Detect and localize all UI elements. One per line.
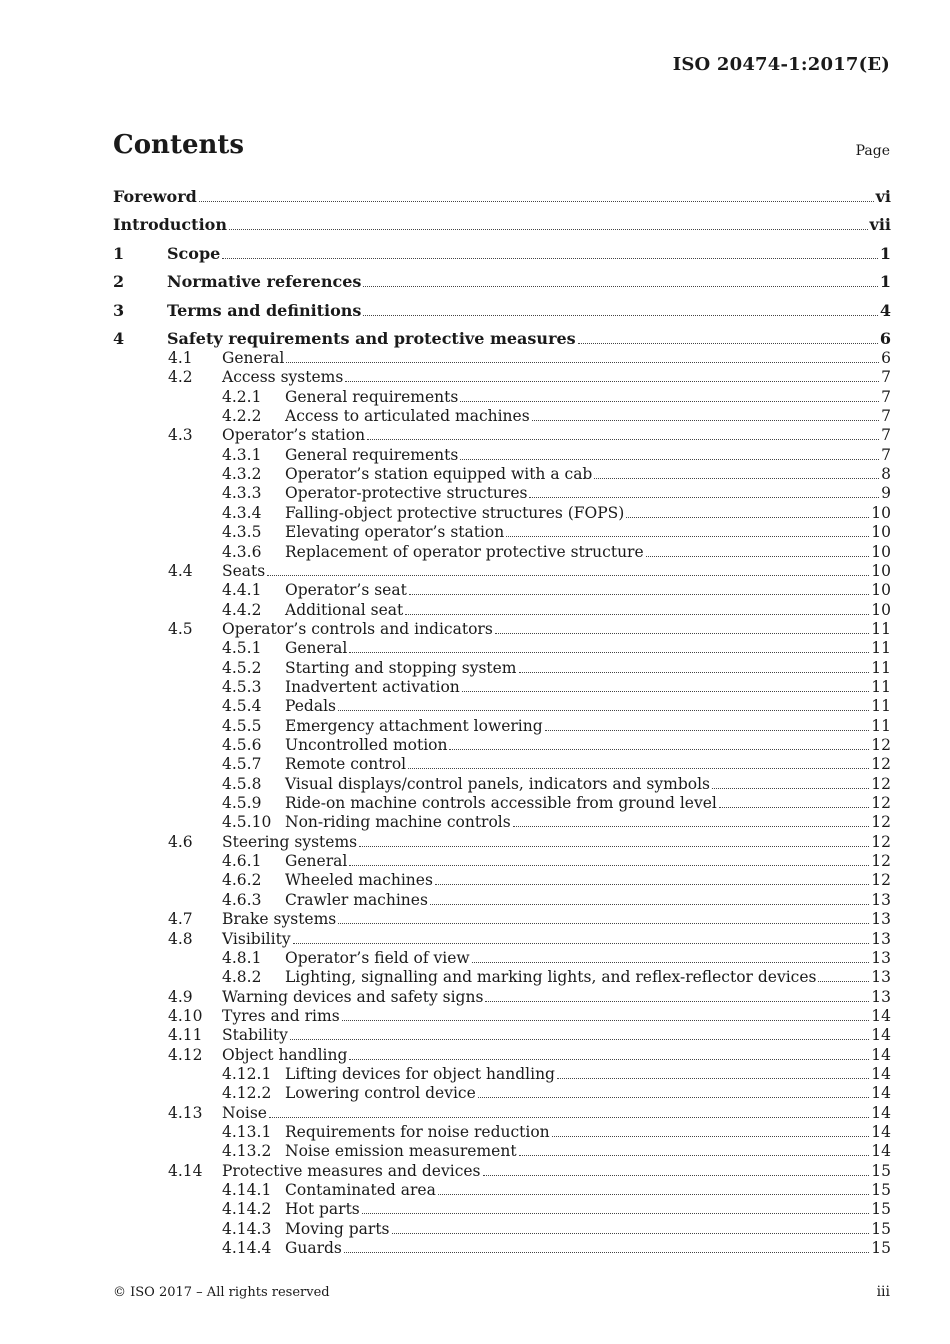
toc-entry-number: 4.3.5 (222, 523, 262, 542)
toc-entry[interactable] (113, 1083, 891, 1103)
toc-entry[interactable] (113, 464, 891, 484)
toc-entry-number: 4.8 (168, 929, 193, 948)
dot-leader (449, 746, 869, 750)
toc-entry-number: 4.8.2 (222, 968, 262, 987)
dot-leader (485, 998, 869, 1002)
toc-entry-number: 4.13.1 (222, 1123, 272, 1141)
dot-leader (626, 514, 869, 518)
toc-entry-label: Access systems (222, 368, 344, 387)
toc-entry-number: 4.4.1 (222, 581, 262, 600)
toc-entry-label: Lifting devices for object handling (285, 1064, 555, 1083)
toc-entry[interactable] (113, 716, 891, 736)
toc-entry-page: 15 (871, 1200, 891, 1219)
toc-entry[interactable] (113, 425, 891, 445)
dot-leader (409, 591, 869, 595)
dot-leader (222, 255, 878, 259)
toc-entry-page: 14 (871, 1006, 891, 1025)
toc-entry[interactable] (113, 483, 891, 503)
toc-entry-page: 6 (881, 349, 891, 367)
dot-leader (344, 1249, 869, 1253)
toc-entry-label: Moving parts (285, 1219, 390, 1238)
toc-entry[interactable] (113, 244, 891, 264)
toc-entry-label: Operator-protective structures (285, 484, 528, 503)
toc-entry-page: 6 (879, 329, 891, 348)
toc-entry-number: 4.6.2 (222, 871, 262, 890)
toc-entry-page: 7 (881, 426, 891, 445)
toc-entry-number: 4.2.1 (222, 387, 262, 406)
dot-leader (338, 707, 869, 711)
toc-entry[interactable] (113, 600, 891, 620)
dot-leader (349, 1056, 869, 1060)
toc-entry-label: Access to articulated machines (285, 407, 530, 426)
toc-entry[interactable] (113, 1122, 891, 1142)
toc-entry-page: 10 (871, 542, 891, 561)
toc-entry[interactable] (113, 272, 891, 292)
toc-entry-page: 7 (881, 445, 891, 464)
toc-entry-label: Pedals (285, 697, 336, 716)
page-column-label: Page (855, 143, 890, 159)
toc-entry-label: Non-riding machine controls (285, 813, 511, 832)
toc-entry-number: 4.5.6 (222, 736, 262, 754)
toc-entry-label: Guards (285, 1239, 342, 1258)
dot-leader (430, 901, 869, 905)
toc-entry-label: Crawler machines (285, 890, 428, 909)
toc-entry-label: General requirements (285, 387, 459, 406)
toc-entry-label: Emergency attachment lowering (285, 716, 543, 735)
toc-entry[interactable] (113, 1103, 891, 1123)
toc-entry[interactable] (113, 677, 891, 697)
toc-entry-page: 15 (871, 1181, 891, 1200)
toc-entry[interactable] (113, 619, 891, 639)
toc-entry-label: General requirements (285, 445, 459, 464)
toc-entry-number: 4.3.4 (222, 503, 262, 522)
page-number: iii (876, 1284, 890, 1300)
dot-leader (818, 978, 869, 982)
toc-entry-number: 4.13 (168, 1103, 203, 1122)
toc-entry[interactable] (113, 348, 891, 368)
page-title: Contents (113, 130, 245, 160)
standard-identifier: ISO 20474-1:2017(E) (672, 54, 890, 75)
toc-entry-page: 15 (871, 1219, 891, 1238)
toc-entry-number: 4 (113, 329, 125, 348)
toc-entry-page: 7 (881, 368, 891, 387)
dot-leader (199, 198, 874, 202)
toc-entry-number: 4.5.5 (222, 716, 262, 735)
toc-entry-number: 4.3.2 (222, 465, 262, 484)
toc-entry-label: General (285, 852, 348, 871)
toc-entry-number: 4.14.2 (222, 1200, 272, 1219)
toc-entry-label: Safety requirements and protective measures (167, 329, 576, 348)
toc-entry-page: 8 (881, 465, 891, 484)
dot-leader (462, 688, 870, 692)
dot-leader (532, 417, 879, 421)
toc-entry-page: 10 (871, 561, 891, 580)
toc-entry-page: 13 (871, 890, 891, 909)
toc-entry-page: 12 (871, 794, 891, 813)
copyright-notice: © ISO 2017 – All rights reserved (113, 1285, 330, 1300)
dot-leader (338, 920, 869, 924)
toc-entry-page: 13 (871, 910, 891, 929)
toc-entry-number: 4.3 (168, 426, 193, 445)
toc-entry[interactable] (113, 1219, 891, 1239)
toc-entry[interactable] (113, 1045, 891, 1065)
toc-entry-page: vi (875, 187, 891, 206)
toc-entry-number: 2 (113, 272, 125, 291)
toc-entry-number: 4.5.3 (222, 677, 262, 696)
toc-entry-number: 4.4 (168, 561, 193, 580)
toc-entry[interactable] (113, 909, 891, 929)
toc-entry-label: Noise (222, 1103, 267, 1122)
toc-entry[interactable] (113, 1064, 891, 1084)
toc-entry-number: 4.13.2 (222, 1142, 272, 1161)
toc-entry-number: 4.1 (168, 349, 193, 367)
toc-entry-label: Visibility (222, 929, 291, 948)
dot-leader (712, 785, 869, 789)
toc-entry-page: 10 (871, 523, 891, 542)
toc-entry[interactable] (113, 851, 891, 871)
toc-entry-page: 15 (871, 1239, 891, 1258)
toc-entry-page: 12 (871, 832, 891, 851)
toc-entry-page: 12 (871, 871, 891, 890)
dot-leader (460, 398, 879, 402)
dot-leader (472, 959, 870, 963)
toc-entry-page: 1 (879, 272, 891, 291)
toc-entry-number: 4.5.10 (222, 813, 272, 832)
toc-entry[interactable] (113, 929, 891, 949)
toc-entry-label: Replacement of operator protective structure (285, 542, 644, 561)
dot-leader (435, 881, 869, 885)
dot-leader (229, 226, 868, 230)
toc-entry-page: 12 (871, 852, 891, 871)
toc-entry[interactable] (113, 301, 891, 321)
toc-entry[interactable] (113, 1199, 891, 1219)
dot-leader (349, 649, 869, 653)
dot-leader (363, 312, 877, 316)
dot-leader (557, 1075, 869, 1079)
dot-leader (269, 1114, 869, 1118)
dot-leader (363, 283, 877, 287)
toc-entry-label: Operator’s station equipped with a cab (285, 465, 593, 484)
toc-entry-label: General (222, 349, 285, 367)
dot-leader (438, 1191, 869, 1195)
toc-entry[interactable] (113, 522, 891, 542)
toc-entry-page: 13 (871, 948, 891, 967)
dot-leader (349, 862, 869, 866)
toc-entry-number: 4.14.4 (222, 1239, 272, 1258)
toc-entry-number: 4.5.4 (222, 697, 262, 716)
toc-entry-number: 4.2 (168, 368, 193, 387)
toc-entry-page: 12 (871, 774, 891, 793)
toc-entry[interactable] (113, 793, 891, 813)
dot-leader (362, 1210, 870, 1214)
toc-entry-page: 4 (879, 301, 891, 320)
toc-entry[interactable] (113, 561, 891, 581)
toc-entry-page: 14 (871, 1142, 891, 1161)
toc-entry-label: Uncontrolled motion (285, 736, 448, 754)
toc-entry-page: 10 (871, 503, 891, 522)
toc-entry[interactable] (113, 387, 891, 407)
dot-leader (578, 340, 878, 344)
toc-entry-page: 14 (871, 1084, 891, 1103)
toc-entry[interactable] (113, 1180, 891, 1200)
toc-entry[interactable] (113, 967, 891, 987)
toc-entry[interactable] (113, 870, 891, 890)
toc-entry-page: 1 (879, 244, 891, 263)
toc-entry-number: 4.14.3 (222, 1219, 272, 1238)
toc-entry-page: 14 (871, 1103, 891, 1122)
toc-entry-number: 4.11 (168, 1026, 203, 1045)
toc-entry[interactable] (113, 987, 891, 1007)
toc-entry-page: 11 (871, 619, 891, 638)
toc-entry-number: 4.10 (168, 1006, 203, 1025)
dot-leader (367, 436, 879, 440)
toc-entry-page: 13 (871, 929, 891, 948)
toc-entry-label: Wheeled machines (285, 871, 433, 890)
toc-entry-page: 7 (881, 387, 891, 406)
toc-entry-page: 12 (871, 813, 891, 832)
toc-entry-label: Normative references (167, 272, 362, 291)
toc-entry-label: Hot parts (285, 1200, 360, 1219)
toc-entry[interactable] (113, 542, 891, 562)
toc-entry-page: 11 (871, 677, 891, 696)
toc-entry[interactable] (113, 812, 891, 832)
toc-entry[interactable] (113, 754, 891, 774)
toc-entry[interactable] (113, 658, 891, 678)
toc-entry-number: 3 (113, 301, 125, 320)
toc-entry[interactable] (113, 367, 891, 387)
toc-entry-number: 4.12.1 (222, 1064, 272, 1083)
toc-entry-number: 4.5.2 (222, 658, 262, 677)
toc-entry-number: 4.8.1 (222, 948, 262, 967)
dot-leader (594, 475, 879, 479)
toc-entry-page: 11 (871, 697, 891, 716)
toc-entry-number: 4.6.3 (222, 890, 262, 909)
toc-entry-label: Foreword (113, 187, 197, 206)
dot-leader (405, 611, 869, 615)
toc-entry-number: 4.2.2 (222, 407, 262, 426)
dot-leader (286, 359, 879, 363)
toc-entry-label: General (285, 639, 348, 658)
dot-leader (408, 765, 869, 769)
toc-entry-number: 4.12.2 (222, 1084, 272, 1103)
toc-entry-page: 11 (871, 658, 891, 677)
toc-entry-number: 4.14.1 (222, 1181, 272, 1200)
toc-entry-label: Tyres and rims (222, 1006, 340, 1025)
toc-entry-label: Scope (167, 244, 221, 263)
toc-entry-page: 9 (881, 484, 891, 503)
toc-entry-label: Operator’s station (222, 426, 366, 445)
toc-entry-page: 13 (871, 968, 891, 987)
toc-entry-page: 10 (871, 581, 891, 600)
toc-entry[interactable] (113, 215, 891, 235)
toc-entry-label: Ride-on machine controls accessible from ground level (285, 794, 717, 813)
toc-entry-number: 4.12 (168, 1045, 203, 1064)
toc-entry-label: Protective measures and devices (222, 1161, 481, 1180)
toc-entry[interactable] (113, 948, 891, 968)
toc-entry[interactable] (113, 1141, 891, 1161)
toc-entry-number: 4.7 (168, 910, 193, 929)
toc-entry-label: Noise emission measurement (285, 1142, 517, 1161)
toc-entry-number: 4.5 (168, 619, 193, 638)
toc-entry-label: Inadvertent activation (285, 677, 460, 696)
toc-entry-page: 15 (871, 1161, 891, 1180)
dot-leader (483, 1172, 870, 1176)
toc-entry-page: 14 (871, 1064, 891, 1083)
dot-leader (460, 456, 879, 460)
toc-entry-number: 4.14 (168, 1161, 203, 1180)
toc-entry-label: Seats (222, 561, 266, 580)
toc-entry[interactable] (113, 638, 891, 658)
dot-leader (359, 843, 869, 847)
toc-entry[interactable] (113, 832, 891, 852)
dot-leader (290, 1036, 869, 1040)
toc-entry-page: 7 (881, 407, 891, 426)
toc-entry[interactable] (113, 187, 891, 207)
toc-entry[interactable] (113, 735, 891, 755)
toc-entry[interactable] (113, 1161, 891, 1181)
dot-leader (345, 378, 879, 382)
toc-entry-page: 11 (871, 716, 891, 735)
toc-entry-number: 4.3.3 (222, 484, 262, 503)
toc-entry-page: 12 (871, 736, 891, 754)
toc-entry-page: 14 (871, 1026, 891, 1045)
toc-entry-label: Starting and stopping system (285, 658, 517, 677)
dot-leader (719, 804, 869, 808)
toc-entry-label: Additional seat (285, 600, 404, 619)
toc-entry[interactable] (113, 406, 891, 426)
toc-entry-number: 4.4.2 (222, 600, 262, 619)
toc-entry-page: 10 (871, 600, 891, 619)
toc-entry-label: Brake systems (222, 910, 337, 929)
toc-entry[interactable] (113, 580, 891, 600)
dot-leader (293, 940, 870, 944)
toc-entry-label: Introduction (113, 215, 227, 234)
toc-entry-number: 4.5.9 (222, 794, 262, 813)
toc-entry-number: 4.5.7 (222, 755, 262, 774)
toc-entry-label: Remote control (285, 755, 407, 774)
toc-entry-page: 12 (871, 755, 891, 774)
toc-entry-number: 4.5.8 (222, 774, 262, 793)
toc-entry-label: Falling-object protective structures (FOPS) (285, 503, 625, 522)
toc-entry[interactable] (113, 696, 891, 716)
dot-leader (646, 553, 870, 557)
dot-leader (529, 494, 879, 498)
toc-entry-number: 4.5.1 (222, 639, 262, 658)
toc-entry-page: 14 (871, 1123, 891, 1141)
toc-entry[interactable] (113, 329, 891, 349)
toc-entry-number: 4.3.6 (222, 542, 262, 561)
toc-entry-label: Lighting, signalling and marking lights, and reflex-reflector devices (285, 968, 817, 987)
dot-leader (519, 1152, 870, 1156)
toc-entry[interactable] (113, 503, 891, 523)
toc-entry-label: Warning devices and safety signs (222, 987, 484, 1006)
toc-entry[interactable] (113, 890, 891, 910)
toc-entry[interactable] (113, 1006, 891, 1026)
toc-entry-number: 4.6.1 (222, 852, 262, 871)
dot-leader (513, 823, 870, 827)
toc-entry-label: Operator’s field of view (285, 948, 470, 967)
dot-leader (495, 630, 869, 634)
toc-entry-label: Operator’s seat (285, 581, 407, 600)
toc-entry-label: Operator’s controls and indicators (222, 619, 493, 638)
dot-leader (519, 669, 870, 673)
toc-entry-label: Stability (222, 1026, 288, 1045)
toc-entry-page: vii (869, 215, 891, 234)
toc-entry-page: 11 (871, 639, 891, 658)
toc-entry-label: Object handling (222, 1045, 348, 1064)
dot-leader (392, 1230, 870, 1234)
dot-leader (552, 1133, 870, 1137)
dot-leader (545, 727, 870, 731)
toc-entry[interactable] (113, 1238, 891, 1258)
toc-entry[interactable] (113, 445, 891, 465)
dot-leader (342, 1017, 870, 1021)
toc-entry-label: Elevating operator’s station (285, 523, 505, 542)
toc-entry-label: Steering systems (222, 832, 358, 851)
dot-leader (506, 533, 869, 537)
toc-entry-label: Visual displays/control panels, indicators and symbols (285, 774, 711, 793)
toc-entry-number: 4.3.1 (222, 445, 262, 464)
toc-entry-label: Contaminated area (285, 1181, 436, 1200)
toc-entry-number: 4.6 (168, 832, 193, 851)
toc-entry-number: 4.9 (168, 987, 193, 1006)
dot-leader (478, 1094, 869, 1098)
toc-entry-label: Lowering control device (285, 1084, 476, 1103)
toc-entry-label: Requirements for noise reduction (285, 1123, 550, 1141)
toc-entry-number: 1 (113, 244, 125, 263)
toc-entry-page: 13 (871, 987, 891, 1006)
toc-entry[interactable] (113, 1025, 891, 1045)
toc-entry-page: 14 (871, 1045, 891, 1064)
toc-entry-label: Terms and definitions (167, 301, 362, 320)
dot-leader (267, 572, 869, 576)
toc-entry[interactable] (113, 774, 891, 794)
